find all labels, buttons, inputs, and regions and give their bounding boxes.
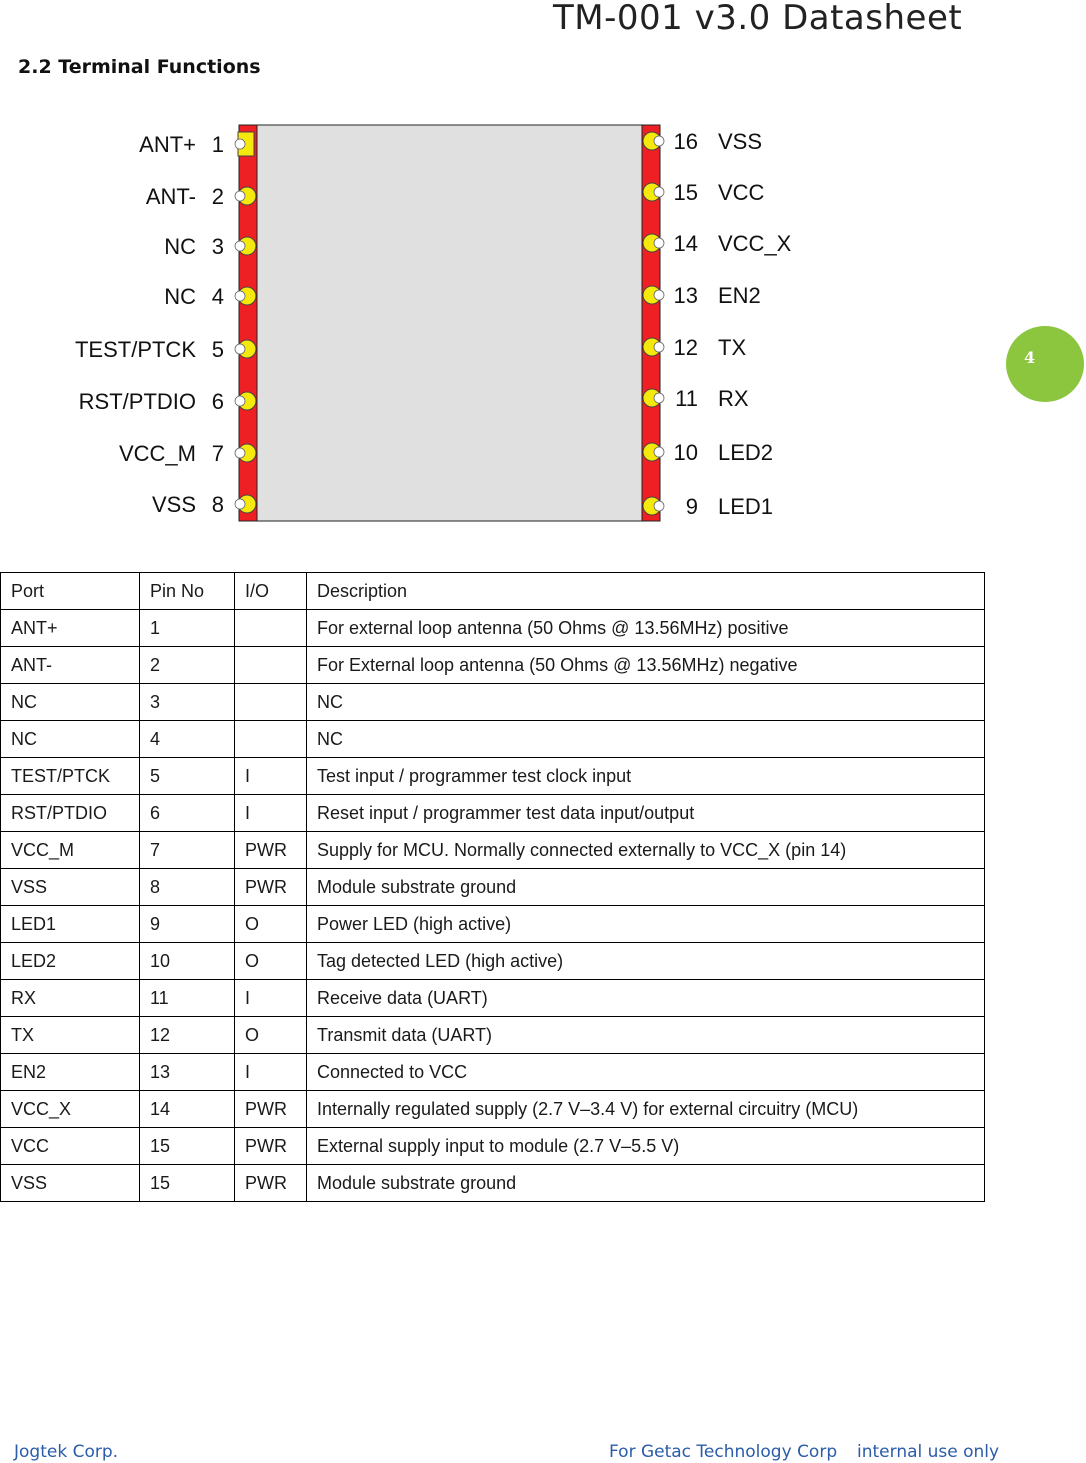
pin-name-label: LED1 bbox=[718, 494, 774, 519]
pin-diagram bbox=[0, 100, 1000, 530]
pin-hole-6 bbox=[235, 396, 245, 406]
io-cell: PWR bbox=[235, 1165, 307, 1202]
pin-no-cell: 4 bbox=[140, 721, 235, 758]
port-cell: EN2 bbox=[1, 1054, 140, 1091]
footer-recipient: For Getac Technology Corp bbox=[609, 1442, 838, 1462]
pin-hole-1 bbox=[235, 139, 245, 149]
port-cell: NC bbox=[1, 721, 140, 758]
pin-number-label: 6 bbox=[211, 389, 224, 414]
pin-no-cell: 3 bbox=[140, 684, 235, 721]
footer-company: Jogtek Corp. bbox=[14, 1442, 119, 1462]
table-row bbox=[1, 869, 985, 906]
pin-number-label: 5 bbox=[211, 337, 224, 362]
pin-hole-15 bbox=[654, 187, 664, 197]
io-cell: O bbox=[235, 906, 307, 943]
pin-name-label: ANT+ bbox=[139, 132, 196, 157]
pin-hole-5 bbox=[235, 344, 245, 354]
table-row bbox=[1, 1054, 985, 1091]
pin-name-label: TX bbox=[718, 335, 747, 360]
description-cell: For External loop antenna (50 Ohms @ 13.56MHz) negative bbox=[307, 647, 985, 684]
description-cell: Module substrate ground bbox=[307, 869, 985, 906]
table-row bbox=[1, 980, 985, 1017]
pin-hole-13 bbox=[654, 290, 664, 300]
column-header-pin-no: Pin No bbox=[140, 573, 235, 610]
port-cell: VSS bbox=[1, 1165, 140, 1202]
port-cell: TX bbox=[1, 1017, 140, 1054]
pin-number-label: 1 bbox=[211, 132, 224, 157]
description-cell: Test input / programmer test clock input bbox=[307, 758, 985, 795]
pin-name-label: VSS bbox=[151, 492, 196, 517]
pin-hole-3 bbox=[235, 241, 245, 251]
pin-name-label: RST/PTDIO bbox=[78, 389, 196, 414]
pin-no-cell: 8 bbox=[140, 869, 235, 906]
table-row bbox=[1, 906, 985, 943]
pin-no-cell: 7 bbox=[140, 832, 235, 869]
port-cell: ANT+ bbox=[1, 610, 140, 647]
io-cell bbox=[235, 647, 307, 684]
table-header-row bbox=[1, 573, 985, 610]
io-cell bbox=[235, 721, 307, 758]
pin-name-label: RX bbox=[718, 386, 749, 411]
terminal-functions-table bbox=[0, 572, 985, 1202]
pin-hole-8 bbox=[235, 499, 245, 509]
io-cell: PWR bbox=[235, 1091, 307, 1128]
pin-no-cell: 12 bbox=[140, 1017, 235, 1054]
pin-number-label: 2 bbox=[211, 184, 224, 209]
description-cell: Receive data (UART) bbox=[307, 980, 985, 1017]
table-row bbox=[1, 684, 985, 721]
pin-no-cell: 11 bbox=[140, 980, 235, 1017]
pin-no-cell: 2 bbox=[140, 647, 235, 684]
pin-hole-14 bbox=[654, 238, 664, 248]
table-row bbox=[1, 1091, 985, 1128]
description-cell: NC bbox=[307, 684, 985, 721]
pin-number-label: 11 bbox=[675, 386, 698, 411]
pin-name-label: ANT- bbox=[145, 184, 196, 209]
description-cell: Internally regulated supply (2.7 V–3.4 V) for external circuitry (MCU) bbox=[307, 1091, 985, 1128]
pin-hole-11 bbox=[654, 393, 664, 403]
io-cell: O bbox=[235, 943, 307, 980]
table-row bbox=[1, 758, 985, 795]
pin-number-label: 13 bbox=[673, 283, 698, 308]
port-cell: RX bbox=[1, 980, 140, 1017]
column-header-port: Port bbox=[1, 573, 140, 610]
pin-hole-7 bbox=[235, 448, 245, 458]
module-body bbox=[257, 125, 642, 521]
description-cell: Power LED (high active) bbox=[307, 906, 985, 943]
port-cell: VCC_X bbox=[1, 1091, 140, 1128]
document-title: TM-001 v3.0 Datasheet bbox=[553, 0, 963, 38]
column-header-description: Description bbox=[307, 573, 985, 610]
pin-name-label: EN2 bbox=[718, 283, 761, 308]
pin-no-cell: 15 bbox=[140, 1165, 235, 1202]
io-cell bbox=[235, 684, 307, 721]
port-cell: VCC bbox=[1, 1128, 140, 1165]
pin-name-label: VCC_M bbox=[118, 441, 196, 466]
pin-hole-4 bbox=[235, 291, 245, 301]
footer-confidentiality: internal use only bbox=[857, 1442, 1000, 1462]
pin-number-label: 14 bbox=[673, 231, 698, 256]
description-cell: Reset input / programmer test data input/output bbox=[307, 795, 985, 832]
description-cell: Connected to VCC bbox=[307, 1054, 985, 1091]
pin-hole-16 bbox=[654, 136, 664, 146]
description-cell: Supply for MCU. Normally connected externally to VCC_X (pin 14) bbox=[307, 832, 985, 869]
page-number-badge bbox=[1006, 326, 1084, 402]
port-cell: LED2 bbox=[1, 943, 140, 980]
pin-hole-12 bbox=[654, 342, 664, 352]
pin-number-label: 3 bbox=[211, 234, 224, 259]
pin-number-label: 16 bbox=[673, 129, 698, 154]
pin-name-label: NC bbox=[164, 284, 196, 309]
pin-number-label: 12 bbox=[673, 335, 698, 360]
pin-no-cell: 5 bbox=[140, 758, 235, 795]
pin-no-cell: 15 bbox=[140, 1128, 235, 1165]
section-heading: 2.2 Terminal Functions bbox=[18, 56, 261, 78]
table-row bbox=[1, 1165, 985, 1202]
table-row bbox=[1, 832, 985, 869]
description-cell: NC bbox=[307, 721, 985, 758]
port-cell: LED1 bbox=[1, 906, 140, 943]
port-cell: ANT- bbox=[1, 647, 140, 684]
pin-name-label: TEST/PTCK bbox=[74, 337, 196, 362]
pin-no-cell: 6 bbox=[140, 795, 235, 832]
pin-name-label: VCC_X bbox=[718, 231, 792, 256]
description-cell: Module substrate ground bbox=[307, 1165, 985, 1202]
port-cell: RST/PTDIO bbox=[1, 795, 140, 832]
pin-number-label: 10 bbox=[673, 440, 698, 465]
table-row bbox=[1, 1017, 985, 1054]
column-header-io: I/O bbox=[235, 573, 307, 610]
port-cell: VSS bbox=[1, 869, 140, 906]
io-cell: I bbox=[235, 1054, 307, 1091]
pin-no-cell: 10 bbox=[140, 943, 235, 980]
table-row bbox=[1, 610, 985, 647]
description-cell: Transmit data (UART) bbox=[307, 1017, 985, 1054]
pin-name-label: LED2 bbox=[718, 440, 774, 465]
io-cell: I bbox=[235, 795, 307, 832]
table-row bbox=[1, 721, 985, 758]
pin-no-cell: 14 bbox=[140, 1091, 235, 1128]
io-cell: I bbox=[235, 980, 307, 1017]
pin-name-label: NC bbox=[164, 234, 196, 259]
port-cell: VCC_M bbox=[1, 832, 140, 869]
page-number: 4 bbox=[1024, 348, 1036, 367]
port-cell: NC bbox=[1, 684, 140, 721]
port-cell: TEST/PTCK bbox=[1, 758, 140, 795]
io-cell: PWR bbox=[235, 832, 307, 869]
pin-no-cell: 1 bbox=[140, 610, 235, 647]
pin-hole-10 bbox=[654, 447, 664, 457]
description-cell: Tag detected LED (high active) bbox=[307, 943, 985, 980]
pin-no-cell: 13 bbox=[140, 1054, 235, 1091]
pin-number-label: 8 bbox=[211, 492, 224, 517]
table-row bbox=[1, 647, 985, 684]
io-cell: PWR bbox=[235, 869, 307, 906]
io-cell: O bbox=[235, 1017, 307, 1054]
pin-name-label: VCC bbox=[718, 180, 765, 205]
description-cell: External supply input to module (2.7 V–5.5 V) bbox=[307, 1128, 985, 1165]
pin-name-label: VSS bbox=[718, 129, 763, 154]
table-row bbox=[1, 795, 985, 832]
pin-hole-2 bbox=[235, 191, 245, 201]
table-row bbox=[1, 1128, 985, 1165]
table-row bbox=[1, 943, 985, 980]
pin-number-label: 4 bbox=[211, 284, 224, 309]
pin-number-label: 15 bbox=[673, 180, 698, 205]
io-cell bbox=[235, 610, 307, 647]
io-cell: I bbox=[235, 758, 307, 795]
pin-hole-9 bbox=[654, 501, 664, 511]
io-cell: PWR bbox=[235, 1128, 307, 1165]
description-cell: For external loop antenna (50 Ohms @ 13.56MHz) positive bbox=[307, 610, 985, 647]
pin-number-label: 7 bbox=[211, 441, 224, 466]
pin-no-cell: 9 bbox=[140, 906, 235, 943]
pin-number-label: 9 bbox=[685, 494, 698, 519]
